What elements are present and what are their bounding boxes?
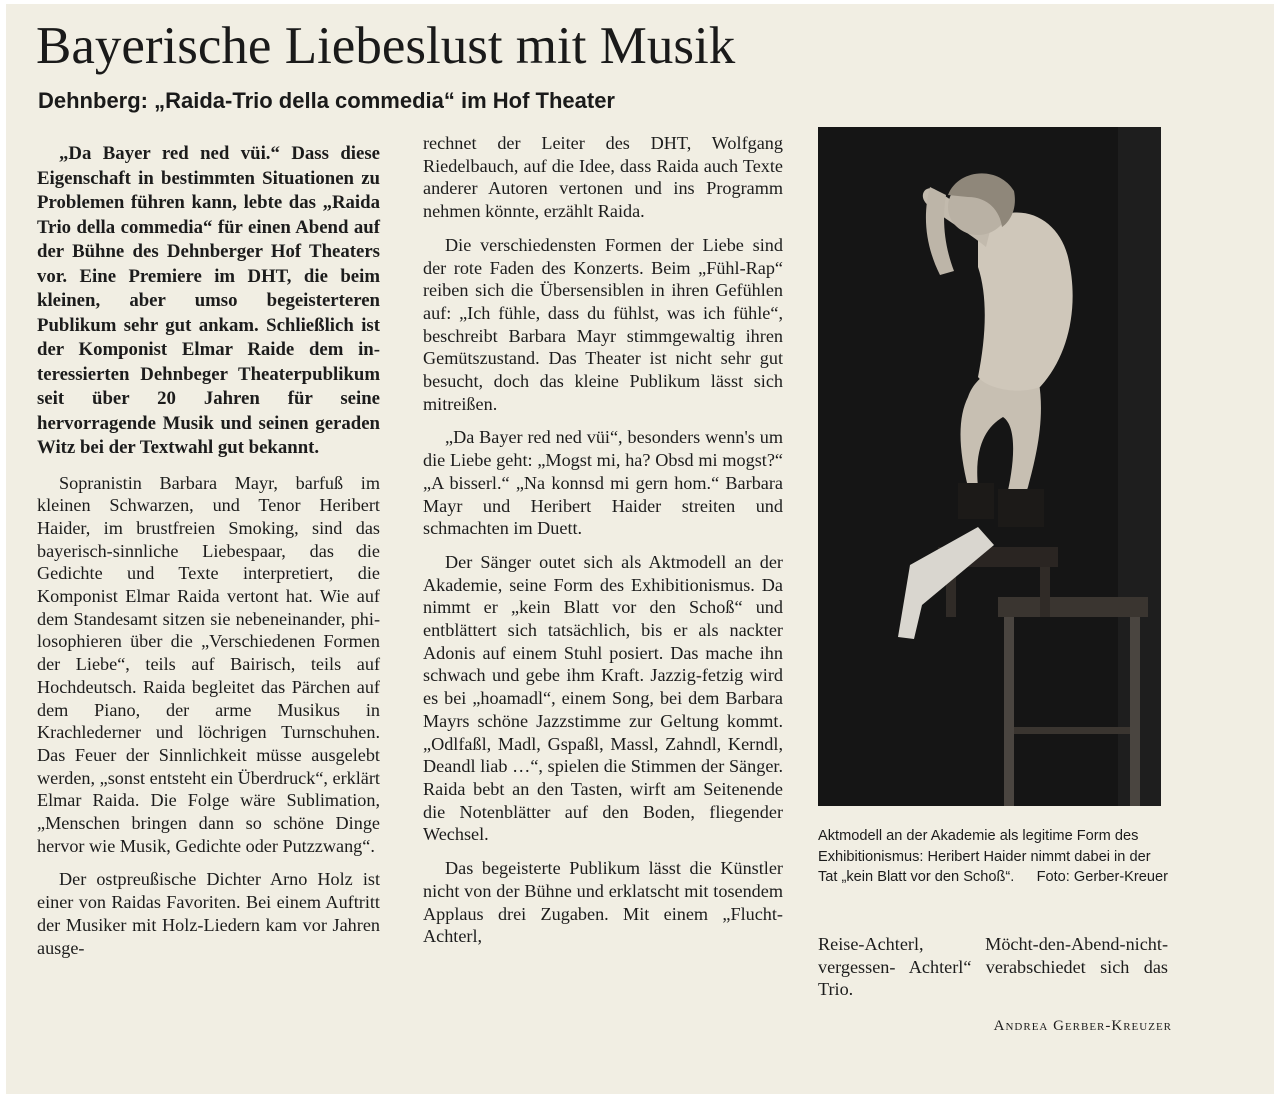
body-paragraph: rechnet der Leiter des DHT, Wolfgang Riedelbauch, auf die Idee, dass Raida auch Texte anderer Autoren vertonen und ins Programm nehmen könnte, erzählt Raida. [423,133,783,222]
body-paragraph: „Da Bayer red ned vüi“, besonders wenn's um die Liebe geht: „Mogst mi, ha? Obsd mi mogst?“ „A bisserl.“ „Na konnsd mi gern hom.“ Barbara Mayr und Heribert Haider streiten und schmachten im Duett. [423,427,783,539]
body-paragraph: Das begeisterte Publikum lässt die Künstler nicht von der Bühne und erklatscht mit tosendem Applaus drei Zugaben. Mit einem „Flucht-Achterl, [423,858,783,947]
body-paragraph: Der Sänger outet sich als Aktmodell an der Akademie, seine Form des Exhibitionismus. Da nimmt er „kein Blatt vor den Schoß“ und entblättert sich tatsächlich, bis er als nackter Adonis auf einem Stuhl posiert. Das mache ihn schwach und gebe ihm Kraft. Jazzig-fetzig wird es bei „hoamadl“, einem Song, bei dem Barbara Mayrs schöne Jazzstimme zur Geltung kommt. „Odlfaßl, Madl, Gspaßl, Massl, Zahndl, Kerndl, Deandl liab …“, spielen die Stimmen der Sänger. Raida bebt an den Tasten, wirft am Seitenende die Notenblätter auf den Boden, fliegender Wechsel. [423,551,783,845]
photo-caption [818,826,1168,888]
article-column-1 [37,142,380,959]
article-column-2 [423,132,783,948]
headline: Bayerische Liebeslust mit Musik [36,17,736,75]
author-byline: Andrea Gerber-Kreuzer [993,1018,1172,1034]
body-paragraph: Der ostpreußische Dichter Arno Holz ist einer von Raidas Favoriten. Bei einem Auftritt der Musiker mit Holz-Liedern kam vor Jahren ausge- [37,869,380,958]
performer-photo [818,127,1161,806]
article-column-3 [818,933,1168,1001]
photo-credit: Foto: Gerber-Kreuer [1036,869,1168,885]
body-paragraph: Reise-Achterl, Möcht-den-Abend-nicht-vergessen- Achterl“ verabschiedet sich das Trio. [818,934,1168,1000]
lead-paragraph: „Da Bayer red ned vüi.“ Dass diese Eigenschaft in bestimmten Situationen zu Problemen führen kann, lebte das „Raida Trio della commedia“ für einen Abend auf der Bühne des Dehnberger Hof Theaters vor. Eine Premiere im DHT, die beim kleinen, aber umso begeisterteren Publikum sehr gut ankam. Schließlich ist der Komponist Elmar Raide dem interessierten Dehnbeger Theaterpublikum seit über 20 Jahren für seine hervorragende Musik und seinen geraden Witz bei der Textwahl gut bekannt. [37,143,380,458]
body-paragraph: Die verschiedensten Formen der Liebe sind der rote Faden des Konzerts. Beim „Fühl-Rap“ reiben sich die Übersensiblen in ihren Gefühlen auf: „Ich fühle, dass du fühlst, was ich fühle“, beschreibt Barbara Mayr stimmgewaltig ihren Gemütszustand. Das Theater ist nicht sehr gut besucht, doch das kleine Publikum lässt sich mitreißen. [423,234,783,414]
subheadline: Dehnberg: „Raida-Trio della commedia“ im Hof Theater [38,88,615,113]
body-paragraph: Sopranistin Barbara Mayr, barfuß im kleinen Schwarzen, und Tenor Heribert Haider, im brustfreien Smoking, sind das bayerisch-sinnliche Liebespaar, das die Gedichte und Texte interpretiert, die Komponist Elmar Raida vertont hat. Wie auf dem Standesamt sitzen sie nebeneinander, philosophieren über die „Verschiedenen Formen der Liebe“, teils auf Bairisch, teils auf Hochdeutsch. Raida begleitet das Pärchen auf dem Piano, der arme Musikus in Krachlederner und löchrigen Turnschuhen. Das Feuer der Sinnlichkeit müsse ausgelebt werden, „sonst entsteht ein Überdruck“, erklärt Elmar Raida. Die Folge wäre Sublimation, „Menschen bringen dann so schöne Dinge hervor wie Musik, Gedichte oder Putzzwang“. [37,472,380,856]
performer-photo-image [818,127,1161,806]
caption-text: Aktmodell an der Akademie als legitime Form des Exhibitionismus: Heribert Haider nimmt dabei in der Tat „kein Blatt vor den Schoß“. [818,828,1151,885]
